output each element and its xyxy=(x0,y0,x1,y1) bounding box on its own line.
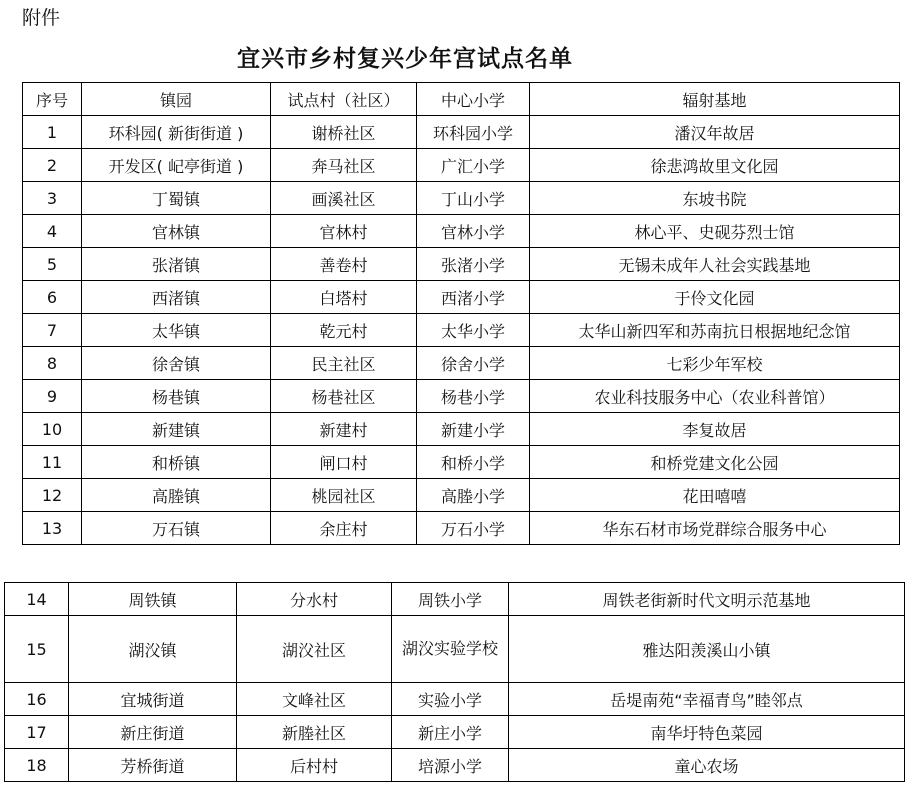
cell-village: 新建村 xyxy=(271,413,417,446)
table-header-row xyxy=(23,83,900,116)
cell-school: 广汇小学 xyxy=(417,149,530,182)
cell-index: 14 xyxy=(5,583,69,616)
cell-base: 徐悲鸿故里文化园 xyxy=(530,149,900,182)
cell-base: 太华山新四军和苏南抗日根据地纪念馆 xyxy=(530,314,900,347)
table-row xyxy=(5,683,905,716)
cell-index: 8 xyxy=(23,347,82,380)
cell-index: 18 xyxy=(5,749,69,782)
cell-index: 13 xyxy=(23,512,82,545)
cell-base: 童心农场 xyxy=(509,749,905,782)
cell-village: 杨巷社区 xyxy=(271,380,417,413)
cell-school: 新庄小学 xyxy=(392,716,509,749)
cell-town: 丁蜀镇 xyxy=(82,182,271,215)
cell-town: 周铁镇 xyxy=(69,583,237,616)
table-row xyxy=(23,512,900,545)
header-index: 序号 xyxy=(23,83,82,116)
table-row xyxy=(23,314,900,347)
table-row xyxy=(23,413,900,446)
table-row xyxy=(5,749,905,782)
cell-school: 新建小学 xyxy=(417,413,530,446)
table-row xyxy=(23,347,900,380)
cell-village: 文峰社区 xyxy=(237,683,392,716)
cell-school: 张渚小学 xyxy=(417,248,530,281)
cell-base: 七彩少年军校 xyxy=(530,347,900,380)
header-base: 辐射基地 xyxy=(530,83,900,116)
header-school: 中心小学 xyxy=(417,83,530,116)
cell-village: 闸口村 xyxy=(271,446,417,479)
cell-town: 杨巷镇 xyxy=(82,380,271,413)
cell-school: 环科园小学 xyxy=(417,116,530,149)
cell-village: 余庄村 xyxy=(271,512,417,545)
cell-base: 农业科技服务中心（农业科普馆） xyxy=(530,380,900,413)
cell-index: 9 xyxy=(23,380,82,413)
cell-index: 15 xyxy=(5,616,69,683)
cell-village: 谢桥社区 xyxy=(271,116,417,149)
cell-village: 桃园社区 xyxy=(271,479,417,512)
cell-base: 南华圩特色菜园 xyxy=(509,716,905,749)
table-row xyxy=(23,248,900,281)
cell-school: 高塍小学 xyxy=(417,479,530,512)
cell-school: 培源小学 xyxy=(392,749,509,782)
header-town: 镇园 xyxy=(82,83,271,116)
cell-index: 16 xyxy=(5,683,69,716)
cell-school: 实验小学 xyxy=(392,683,509,716)
cell-town: 和桥镇 xyxy=(82,446,271,479)
cell-town: 太华镇 xyxy=(82,314,271,347)
cell-index: 3 xyxy=(23,182,82,215)
cell-index: 11 xyxy=(23,446,82,479)
pilot-list-table-part-1 xyxy=(22,82,900,545)
cell-index: 2 xyxy=(23,149,82,182)
cell-village: 乾元村 xyxy=(271,314,417,347)
cell-town: 徐舍镇 xyxy=(82,347,271,380)
table-row xyxy=(23,281,900,314)
cell-index: 1 xyxy=(23,116,82,149)
cell-town: 高塍镇 xyxy=(82,479,271,512)
cell-village: 后村村 xyxy=(237,749,392,782)
cell-index: 6 xyxy=(23,281,82,314)
cell-town: 新庄街道 xyxy=(69,716,237,749)
cell-village: 画溪社区 xyxy=(271,182,417,215)
table-row xyxy=(23,215,900,248)
cell-town: 芳桥街道 xyxy=(69,749,237,782)
cell-town: 宜城街道 xyxy=(69,683,237,716)
cell-index: 5 xyxy=(23,248,82,281)
cell-town: 环科园( 新街街道 ) xyxy=(82,116,271,149)
cell-base: 李复故居 xyxy=(530,413,900,446)
table-row xyxy=(23,446,900,479)
cell-school: 官林小学 xyxy=(417,215,530,248)
cell-town: 西渚镇 xyxy=(82,281,271,314)
cell-school: 徐舍小学 xyxy=(417,347,530,380)
cell-base: 雅达阳羡溪山小镇 xyxy=(509,616,905,683)
table-row xyxy=(5,616,905,683)
cell-village: 官林村 xyxy=(271,215,417,248)
cell-base: 华东石材市场党群综合服务中心 xyxy=(530,512,900,545)
cell-town: 官林镇 xyxy=(82,215,271,248)
table-row xyxy=(23,380,900,413)
cell-town: 张渚镇 xyxy=(82,248,271,281)
cell-village: 白塔村 xyxy=(271,281,417,314)
cell-village: 新塍社区 xyxy=(237,716,392,749)
cell-index: 17 xyxy=(5,716,69,749)
cell-base: 东坡书院 xyxy=(530,182,900,215)
cell-village: 奔马社区 xyxy=(271,149,417,182)
cell-base: 无锡未成年人社会实践基地 xyxy=(530,248,900,281)
table-row xyxy=(23,149,900,182)
cell-base: 花田嘻嘻 xyxy=(530,479,900,512)
cell-base: 潘汉年故居 xyxy=(530,116,900,149)
cell-school: 丁山小学 xyxy=(417,182,530,215)
cell-town: 湖㳇镇 xyxy=(69,616,237,683)
cell-school: 湖㳇实验学校 xyxy=(392,616,509,683)
pilot-list-table-part-2 xyxy=(4,582,905,782)
cell-village: 善卷村 xyxy=(271,248,417,281)
cell-town: 新建镇 xyxy=(82,413,271,446)
cell-school: 周铁小学 xyxy=(392,583,509,616)
header-village: 试点村（社区） xyxy=(271,83,417,116)
cell-school: 万石小学 xyxy=(417,512,530,545)
cell-village: 湖㳇社区 xyxy=(237,616,392,683)
cell-index: 10 xyxy=(23,413,82,446)
table-row xyxy=(23,182,900,215)
cell-base: 周铁老街新时代文明示范基地 xyxy=(509,583,905,616)
cell-village: 分水村 xyxy=(237,583,392,616)
cell-base: 林心平、史砚芬烈士馆 xyxy=(530,215,900,248)
cell-town: 开发区( 屺亭街道 ) xyxy=(82,149,271,182)
attachment-label: 附件 xyxy=(22,7,61,29)
cell-base: 于伶文化园 xyxy=(530,281,900,314)
cell-index: 4 xyxy=(23,215,82,248)
cell-index: 7 xyxy=(23,314,82,347)
cell-school: 和桥小学 xyxy=(417,446,530,479)
cell-school: 杨巷小学 xyxy=(417,380,530,413)
table-row xyxy=(5,583,905,616)
document-title: 宜兴市乡村复兴少年宫试点名单 xyxy=(237,46,573,72)
cell-town: 万石镇 xyxy=(82,512,271,545)
cell-school: 太华小学 xyxy=(417,314,530,347)
cell-school: 西渚小学 xyxy=(417,281,530,314)
table-row xyxy=(23,479,900,512)
cell-base: 和桥党建文化公园 xyxy=(530,446,900,479)
cell-index: 12 xyxy=(23,479,82,512)
table-row xyxy=(5,716,905,749)
table-row xyxy=(23,116,900,149)
cell-village: 民主社区 xyxy=(271,347,417,380)
cell-base: 岳堤南苑“幸福青鸟”睦邻点 xyxy=(509,683,905,716)
